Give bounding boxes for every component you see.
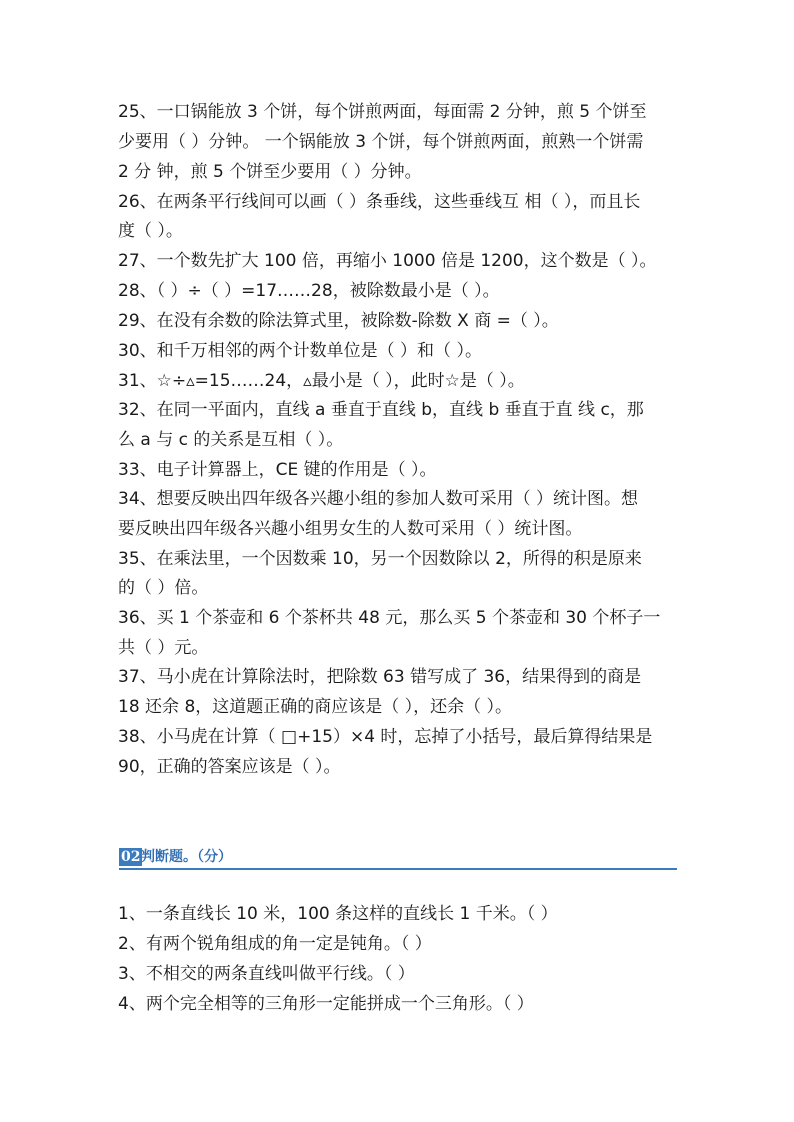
question-line: 25、一口锅能放 3 个饼，每个饼煎两面，每面需 2 分钟，煎 5 个饼至	[118, 102, 647, 122]
question-line: 2 分 钟，煎 5 个饼至少要用（ ）分钟。	[118, 162, 422, 182]
question-line: 29、在没有余数的除法算式里，被除数-除数 X 商 =（ ）。	[118, 311, 559, 331]
question-line: 共（ ）元。	[118, 638, 209, 658]
question-line: 35、在乘法里，一个因数乘 10，另一个因数除以 2，所得的积是原来	[118, 549, 642, 569]
question-line: 32、在同一平面内，直线 a 垂直于直线 b，直线 b 垂直于直 线 c，那	[118, 400, 644, 420]
judgment-line: 4、两个完全相等的三角形一定能拼成一个三角形。（ ）	[118, 994, 534, 1014]
question-line: 度（ ）。	[118, 221, 183, 241]
question-line: 31、☆÷▵=15……24，▵最小是（ ），此时☆是（ ）。	[118, 371, 525, 391]
question-line: 少要用（ ）分钟。 一个锅能放 3 个饼，每个饼煎两面，煎熟一个饼需	[118, 132, 644, 152]
section-number-badge: 02	[121, 849, 141, 865]
question-line: 33、电子计算器上，CE 键的作用是（ ）。	[118, 460, 437, 480]
judgment-line: 1、一条直线长 10 米，100 条这样的直线长 1 千米。（ ）	[118, 904, 558, 924]
question-line: 要反映出四年级各兴趣小组男女生的人数可采用（ ）统计图。	[118, 519, 583, 539]
question-line: 26、在两条平行线间可以画（ ）条垂线，这些垂线互 相（ ），而且长	[118, 192, 641, 212]
question-line: 90，正确的答案应该是（ ）。	[118, 757, 341, 777]
question-line: 30、和千万相邻的两个计数单位是（ ）和（ ）。	[118, 341, 482, 361]
question-line: 18 还余 8，这道题正确的商应该是（ ），还余（ ）。	[118, 697, 513, 717]
question-line: 34、想要反映出四年级各兴趣小组的参加人数可采用（ ）统计图。想	[118, 489, 639, 509]
question-line: 37、马小虎在计算除法时，把除数 63 错写成了 36，结果得到的商是	[118, 667, 642, 687]
section-title: 判断题。（分）	[141, 849, 232, 865]
question-line: 38、小马虎在计算（ □+15）×4 时，忘掉了小括号，最后算得结果是	[118, 727, 653, 747]
section-header	[119, 846, 677, 870]
question-line: 27、一个数先扩大 100 倍，再缩小 1000 倍是 1200，这个数是（ ）。	[118, 251, 657, 271]
judgment-line: 2、有两个锐角组成的角一定是钝角。（ ）	[118, 934, 432, 954]
question-line: 么 a 与 c 的关系是互相（ ）。	[118, 430, 344, 450]
question-line: 36、买 1 个茶壶和 6 个茶杯共 48 元，那么买 5 个茶壶和 30 个杯子一	[118, 608, 661, 628]
judgment-line: 3、不相交的两条直线叫做平行线。（ ）	[118, 964, 415, 984]
question-line: 28、（ ）÷（ ）=17……28，被除数最小是（ ）。	[118, 281, 500, 301]
question-line: 的（ ）倍。	[118, 578, 209, 598]
